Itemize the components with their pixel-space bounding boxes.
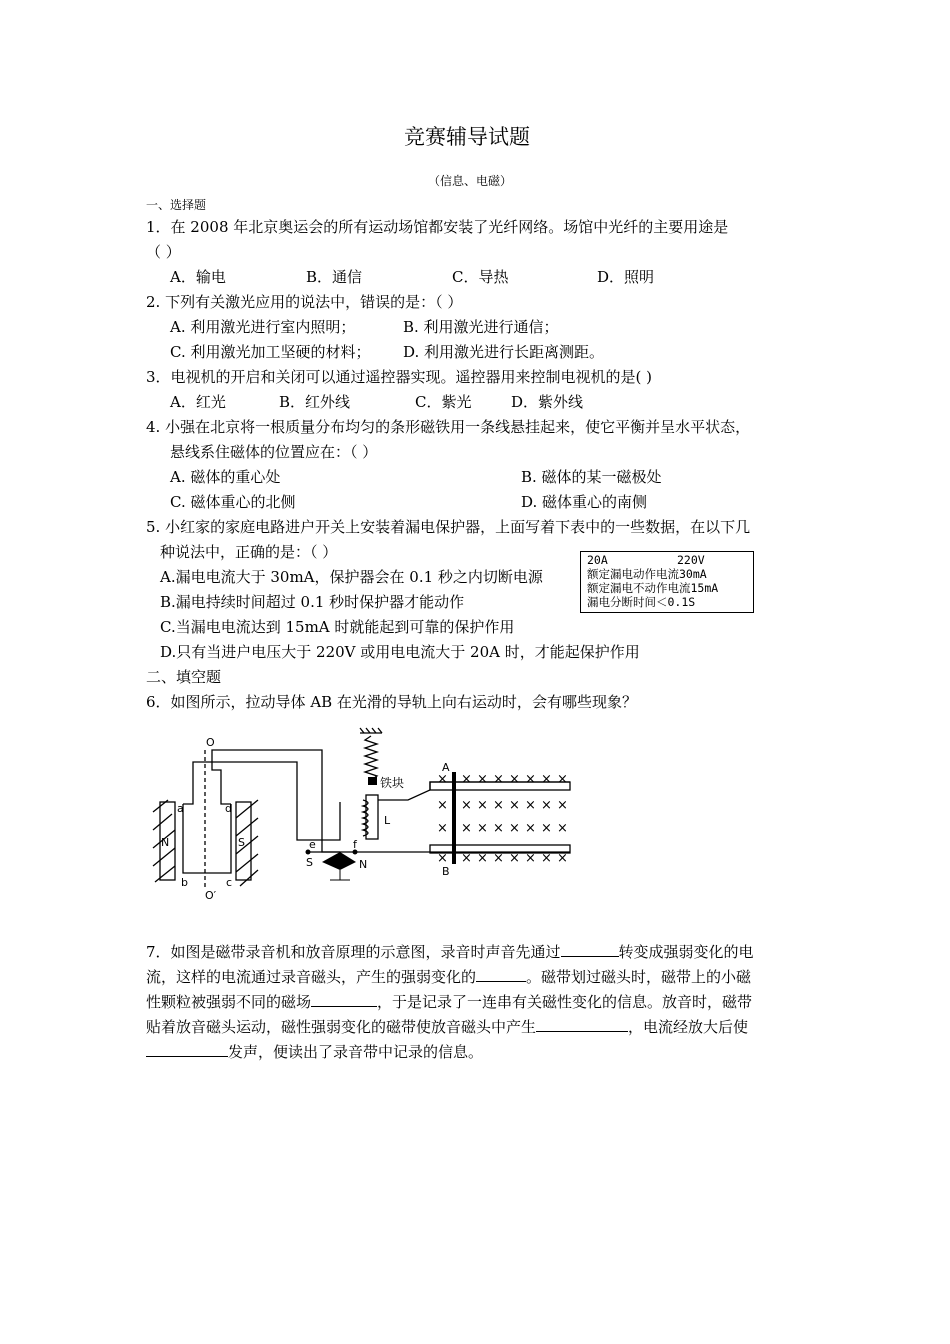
q2-option-c: C. 利用激光加工坚硬的材料；	[170, 343, 371, 361]
q7-line3-a: 性颗粒被强弱不同的磁场	[146, 993, 312, 1011]
field-cross-mark: ×	[557, 851, 568, 866]
field-cross-mark: ×	[461, 821, 472, 836]
field-cross-mark: ×	[557, 798, 568, 813]
label-magnet-n: N	[161, 836, 170, 849]
q2-option-d: D. 利用激光进行长距离测距。	[403, 343, 605, 361]
field-cross-mark: ×	[461, 772, 472, 787]
page-subtitle: （信息、电磁）	[428, 174, 513, 188]
field-cross-mark: ×	[437, 772, 448, 787]
q1-option-d: D．照明	[597, 268, 655, 286]
label-a: a	[177, 802, 184, 815]
field-cross-mark: ×	[525, 772, 536, 787]
label-break-time: 漏电分断时间＜0.1S	[587, 595, 696, 609]
field-cross-mark: ×	[461, 798, 472, 813]
q3-stem: 3．电视机的开启和关闭可以通过遥控器实现。遥控器用来控制电视机的是( )	[146, 368, 653, 386]
q5-option-d: D.只有当进户电压大于 220V 或用电电流大于 20A 时，才能起保护作用	[160, 643, 640, 661]
label-current: 20A	[587, 553, 608, 567]
field-cross-mark: ×	[541, 772, 552, 787]
field-cross-mark: ×	[525, 821, 536, 836]
label-b: b	[181, 876, 188, 889]
label-rated-non-trip-current: 额定漏电不动作电流15mA	[587, 581, 719, 595]
q7-line3	[146, 990, 752, 1014]
field-cross-mark: ×	[437, 851, 448, 866]
q1-option-b: B．通信	[306, 268, 363, 286]
label-o-prime: O′	[205, 889, 217, 902]
q7-line2-a: 流，这样的电流通过录音磁头，产生的强弱变化的	[146, 968, 477, 986]
label-iron-block: 铁块	[380, 776, 405, 790]
q5-stem-line1: 5. 小红家的家庭电路进户开关上安装着漏电保护器，上面写着下表中的一些数据，在以下几	[146, 518, 751, 536]
q5-option-c: C.当漏电电流达到 15mA 时就能起到可靠的保护作用	[160, 618, 515, 636]
label-o: O	[206, 736, 215, 749]
q7-line4-a: 贴着放音磁头运动，磁性强弱变化的磁带使放音磁头中产生	[146, 1018, 537, 1036]
label-c: c	[226, 876, 233, 889]
q7-line1-a: 7．如图是磁带录音机和放音原理的示意图，录音时声音先通过	[146, 943, 561, 961]
field-cross-mark: ×	[477, 821, 488, 836]
label-A: A	[442, 761, 450, 774]
q6-stem: 6．如图所示，拉动导体 AB 在光滑的导轨上向右运动时，会有哪些现象？	[146, 693, 637, 711]
q4-option-d: D. 磁体重心的南侧	[521, 493, 648, 511]
field-cross-mark: ×	[493, 851, 504, 866]
q2-stem: 2. 下列有关激光应用的说法中，错误的是：（ ）	[146, 293, 463, 311]
q7-blank-5[interactable]	[146, 1041, 228, 1057]
field-cross-mark: ×	[557, 821, 568, 836]
label-magnet-s: S	[238, 836, 245, 849]
field-cross-mark: ×	[437, 798, 448, 813]
field-cross-mark: ×	[437, 821, 448, 836]
field-cross-mark: ×	[525, 798, 536, 813]
field-cross-mark: ×	[477, 772, 488, 787]
q4-option-b: B. 磁体的某一磁极处	[521, 468, 662, 486]
q4-stem-line1: 4. 小强在北京将一根质量分布均匀的条形磁铁用一条线悬挂起来，使它平衡并呈水平状态，	[146, 418, 751, 436]
field-cross-mark: ×	[557, 772, 568, 787]
q4-option-c: C. 磁体重心的北侧	[170, 493, 296, 511]
q7-line5	[146, 1040, 483, 1064]
switch-icon	[322, 852, 356, 870]
q5-stem-line2: 种说法中，正确的是：（ ）	[160, 543, 338, 561]
field-cross-mark: ×	[493, 798, 504, 813]
q7-line4	[146, 1015, 748, 1039]
section-choice-heading: 一、选择题	[146, 198, 207, 212]
page-title: 竞赛辅导试题	[404, 125, 530, 149]
q3-option-a: A．红光	[170, 393, 226, 411]
label-voltage: 220V	[677, 553, 705, 567]
label-B: B	[442, 865, 450, 878]
q7-line1-b: 转变成强弱变化的电	[618, 943, 754, 961]
q2-option-b: B. 利用激光进行通信；	[403, 318, 559, 336]
label-rated-trip-current: 额定漏电动作电流30mA	[587, 567, 707, 581]
field-cross-mark: ×	[509, 798, 520, 813]
q1-stem-line2: （ ）	[146, 243, 181, 261]
q7-line2	[146, 965, 751, 989]
q7-blank-3[interactable]	[311, 991, 377, 1007]
label-e: e	[309, 838, 316, 851]
q3-option-b: B．红外线	[279, 393, 351, 411]
field-cross-mark: ×	[509, 821, 520, 836]
q1-option-c: C．导热	[452, 268, 509, 286]
iron-block-icon	[368, 777, 377, 785]
q5-option-a: A.漏电电流大于 30mA，保护器会在 0.1 秒之内切断电源	[160, 568, 543, 586]
q3-option-d: D．紫外线	[511, 393, 584, 411]
q3-option-c: C．紫光	[415, 393, 472, 411]
q7-line1	[146, 940, 754, 964]
q7-line3-b: ，于是记录了一连串有关磁性变化的信息。放音时，磁带	[377, 993, 753, 1011]
field-cross-mark: ×	[525, 851, 536, 866]
section-fill-heading: 二、填空题	[146, 668, 222, 686]
q4-option-a: A. 磁体的重心处	[170, 468, 281, 486]
q7-line4-b: ，电流经放大后使	[628, 1018, 749, 1036]
label-d: d	[225, 802, 232, 815]
label-f: f	[353, 838, 357, 851]
q7-line2-b: 。磁带划过磁头时，磁带上的小磁	[526, 968, 752, 986]
field-cross-mark: ×	[509, 772, 520, 787]
field-cross-mark: ×	[541, 821, 552, 836]
label-switch-n: N	[359, 858, 368, 871]
field-cross-mark: ×	[509, 851, 520, 866]
field-cross-mark: ×	[493, 821, 504, 836]
q7-blank-1[interactable]	[561, 941, 619, 957]
label-switch-s: S	[306, 856, 313, 869]
field-cross-mark: ×	[541, 798, 552, 813]
q7-blank-2[interactable]	[476, 966, 526, 982]
field-cross-mark: ×	[477, 798, 488, 813]
q5-option-b: B.漏电持续时间超过 0.1 秒时保护器才能动作	[160, 593, 465, 611]
q1-option-a: A．输电	[170, 268, 226, 286]
q2-option-a: A. 利用激光进行室内照明；	[170, 318, 356, 336]
q7-line5: 发声，便读出了录音带中记录的信息。	[228, 1043, 484, 1061]
q7-blank-4[interactable]	[536, 1016, 628, 1032]
q1-stem-line1: 1．在 2008 年北京奥运会的所有运动场馆都安装了光纤网络。场馆中光纤的主要用途是	[146, 218, 729, 236]
spring-icon	[365, 736, 377, 780]
label-coil-l: L	[384, 814, 391, 827]
field-cross-mark: ×	[541, 851, 552, 866]
field-cross-mark: ×	[477, 851, 488, 866]
field-cross-mark: ×	[461, 851, 472, 866]
q4-stem-line2: 悬线系住磁体的位置应在：（ ）	[170, 443, 378, 461]
field-cross-mark: ×	[493, 772, 504, 787]
